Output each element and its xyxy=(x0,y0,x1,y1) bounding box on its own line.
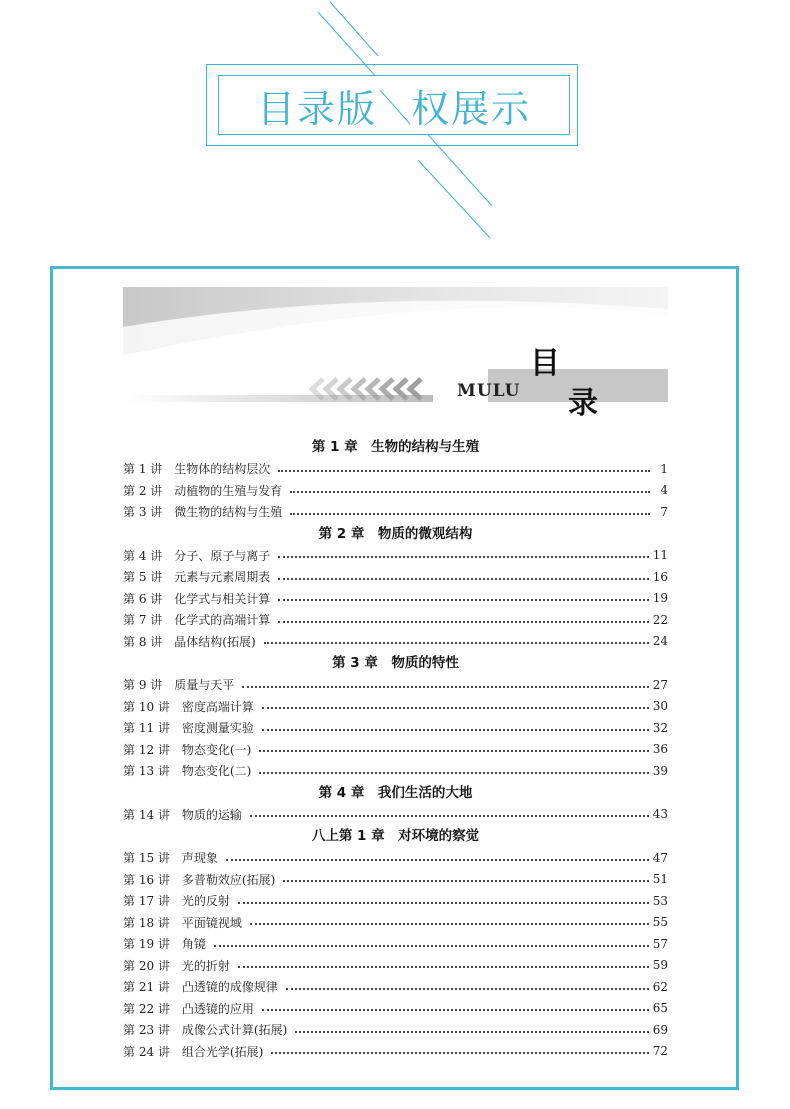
lecture-title: 质量与天平 xyxy=(174,678,235,693)
page-number: 59 xyxy=(652,958,668,973)
dot-leader xyxy=(264,642,649,644)
dot-leader xyxy=(278,556,648,558)
lecture-number: 第 4 讲 xyxy=(123,548,163,563)
dot-leader xyxy=(278,470,650,472)
lecture-title: 分子、原子与离子 xyxy=(174,548,271,563)
dot-leader xyxy=(283,880,648,882)
page-number: 57 xyxy=(652,936,668,951)
lecture-number: 第 11 讲 xyxy=(123,721,170,736)
toc-entry[interactable] xyxy=(123,976,668,998)
page-number: 1 xyxy=(660,461,668,476)
page-number: 69 xyxy=(652,1022,668,1037)
lecture-title: 密度高端计算 xyxy=(181,699,254,714)
dot-leader xyxy=(238,966,649,968)
lecture-title: 组合光学(拓展) xyxy=(181,1044,264,1059)
lecture-number: 第 18 讲 xyxy=(123,915,170,930)
lecture-number: 第 5 讲 xyxy=(123,570,163,585)
lecture-title: 凸透镜的成像规律 xyxy=(181,980,278,995)
page-number: 55 xyxy=(652,915,668,930)
dot-leader xyxy=(250,815,649,817)
dot-leader xyxy=(295,1031,648,1033)
lecture-title: 元素与元素周期表 xyxy=(174,570,271,585)
lecture-number: 第 9 讲 xyxy=(123,678,163,693)
page-number: 51 xyxy=(652,872,668,887)
lecture-title: 光的折射 xyxy=(181,958,230,973)
toc-entry[interactable] xyxy=(123,458,668,480)
lecture-title: 平面镜视域 xyxy=(181,915,242,930)
dot-leader xyxy=(262,729,649,731)
dot-leader xyxy=(262,707,649,709)
lecture-title: 凸透镜的应用 xyxy=(181,1001,254,1016)
dot-leader xyxy=(271,1052,648,1054)
banner-title-part2: 权展示 xyxy=(411,86,532,131)
chapter-heading: 第 2 章 物质的微观结构 xyxy=(318,525,473,542)
lecture-title: 密度测量实验 xyxy=(181,721,254,736)
toc-entry[interactable] xyxy=(123,588,668,610)
page-number: 43 xyxy=(652,807,668,822)
toc-entry[interactable] xyxy=(123,566,668,588)
toc-entry[interactable] xyxy=(123,545,668,567)
chapter-heading: 第 1 章 生物的结构与生殖 xyxy=(311,439,480,455)
toc-entry[interactable] xyxy=(123,674,668,696)
dot-leader xyxy=(250,923,649,925)
lecture-title: 物态变化(二) xyxy=(181,764,252,779)
lecture-title: 成像公式计算(拓展) xyxy=(181,1023,288,1038)
page-number: 4 xyxy=(660,483,668,498)
lecture-title: 化学式的高端计算 xyxy=(174,613,271,628)
banner-title-part1: 目录版 xyxy=(256,86,377,131)
chapter-heading: 第 3 章 物质的特性 xyxy=(332,655,459,671)
toc-entry[interactable] xyxy=(123,890,668,912)
dot-leader xyxy=(278,578,648,580)
toc-entry[interactable] xyxy=(123,760,668,782)
toc-title-char2: 录 xyxy=(568,386,598,421)
toc-entry[interactable] xyxy=(123,912,668,934)
toc-entry[interactable] xyxy=(123,1041,668,1063)
lecture-number: 第 12 讲 xyxy=(123,742,170,757)
dot-leader xyxy=(226,859,649,861)
chapter-heading: 八上第 1 章 对环境的察觉 xyxy=(311,828,480,844)
toc-pinyin: MULU xyxy=(457,381,521,401)
toc-entry[interactable] xyxy=(123,631,668,653)
lecture-title: 多普勒效应(拓展) xyxy=(181,872,276,887)
dot-leader xyxy=(290,513,650,515)
toc-entry[interactable] xyxy=(123,998,668,1020)
chapter-heading: 第 4 章 我们生活的大地 xyxy=(318,784,473,801)
toc-entry[interactable] xyxy=(123,696,668,718)
toc-title-char1: 目 xyxy=(530,346,560,381)
page-number: 47 xyxy=(652,850,668,865)
toc-entry[interactable] xyxy=(123,480,668,502)
lecture-number: 第 19 讲 xyxy=(123,937,170,952)
dot-leader xyxy=(238,902,649,904)
dot-leader xyxy=(242,686,648,688)
toc-entry[interactable] xyxy=(123,804,668,826)
lecture-title: 晶体结构(拓展) xyxy=(174,634,256,649)
page-number: 22 xyxy=(652,612,668,627)
lecture-number: 第 13 讲 xyxy=(123,764,170,779)
page-number: 24 xyxy=(652,634,668,649)
page-number: 39 xyxy=(652,763,668,778)
lecture-number: 第 2 讲 xyxy=(123,483,163,498)
lecture-title: 声现象 xyxy=(181,851,218,866)
page-number: 19 xyxy=(652,591,668,606)
dot-leader xyxy=(259,772,648,774)
table-of-contents xyxy=(123,436,668,1062)
banner-title xyxy=(218,75,570,135)
lecture-number: 第 10 讲 xyxy=(123,699,170,714)
lecture-number: 第 15 讲 xyxy=(123,851,170,866)
dot-leader xyxy=(262,1009,649,1011)
lecture-title: 物质的运输 xyxy=(181,807,242,822)
dot-leader xyxy=(214,945,649,947)
lecture-number: 第 22 讲 xyxy=(123,1001,170,1016)
lecture-title: 动植物的生殖与发育 xyxy=(174,483,283,498)
page-number: 11 xyxy=(652,548,668,563)
lecture-number: 第 7 讲 xyxy=(123,613,163,628)
page-number: 53 xyxy=(652,893,668,908)
lecture-number: 第 6 讲 xyxy=(123,591,163,606)
page-number: 16 xyxy=(652,569,668,584)
lecture-number: 第 20 讲 xyxy=(123,958,170,973)
page-number: 30 xyxy=(652,699,668,714)
page-number: 62 xyxy=(652,979,668,994)
toc-entry[interactable] xyxy=(123,609,668,631)
lecture-number: 第 8 讲 xyxy=(123,634,163,649)
dot-leader xyxy=(259,750,648,752)
toc-entry[interactable] xyxy=(123,739,668,761)
lecture-number: 第 16 讲 xyxy=(123,872,170,887)
lecture-title: 生物体的结构层次 xyxy=(174,462,271,477)
dot-leader xyxy=(278,621,648,623)
toc-entry[interactable] xyxy=(123,847,668,869)
dot-leader xyxy=(286,988,649,990)
lecture-title: 化学式与相关计算 xyxy=(174,591,271,606)
lecture-title: 物态变化(一) xyxy=(181,742,252,757)
dot-leader xyxy=(278,599,648,601)
lecture-number: 第 24 讲 xyxy=(123,1044,170,1059)
page-number: 72 xyxy=(652,1044,668,1059)
page-number: 36 xyxy=(652,742,668,757)
page-number: 32 xyxy=(652,720,668,735)
page-number: 65 xyxy=(652,1001,668,1016)
lecture-number: 第 3 讲 xyxy=(123,505,163,520)
lecture-title: 微生物的结构与生殖 xyxy=(174,505,283,520)
lecture-number: 第 1 讲 xyxy=(123,462,163,477)
lecture-number: 第 14 讲 xyxy=(123,807,170,822)
toc-entry[interactable] xyxy=(123,955,668,977)
toc-entry[interactable] xyxy=(123,717,668,739)
lecture-number: 第 21 讲 xyxy=(123,980,170,995)
toc-entry[interactable] xyxy=(123,933,668,955)
lecture-number: 第 17 讲 xyxy=(123,894,170,909)
toc-entry[interactable] xyxy=(123,501,668,523)
toc-entry[interactable] xyxy=(123,869,668,891)
lecture-title: 光的反射 xyxy=(181,894,230,909)
page-number: 27 xyxy=(652,677,668,692)
dot-leader xyxy=(290,491,650,493)
lecture-number: 第 23 讲 xyxy=(123,1023,170,1038)
lecture-title: 角镜 xyxy=(181,937,206,952)
toc-entry[interactable] xyxy=(123,1019,668,1041)
page-number: 7 xyxy=(660,504,668,519)
